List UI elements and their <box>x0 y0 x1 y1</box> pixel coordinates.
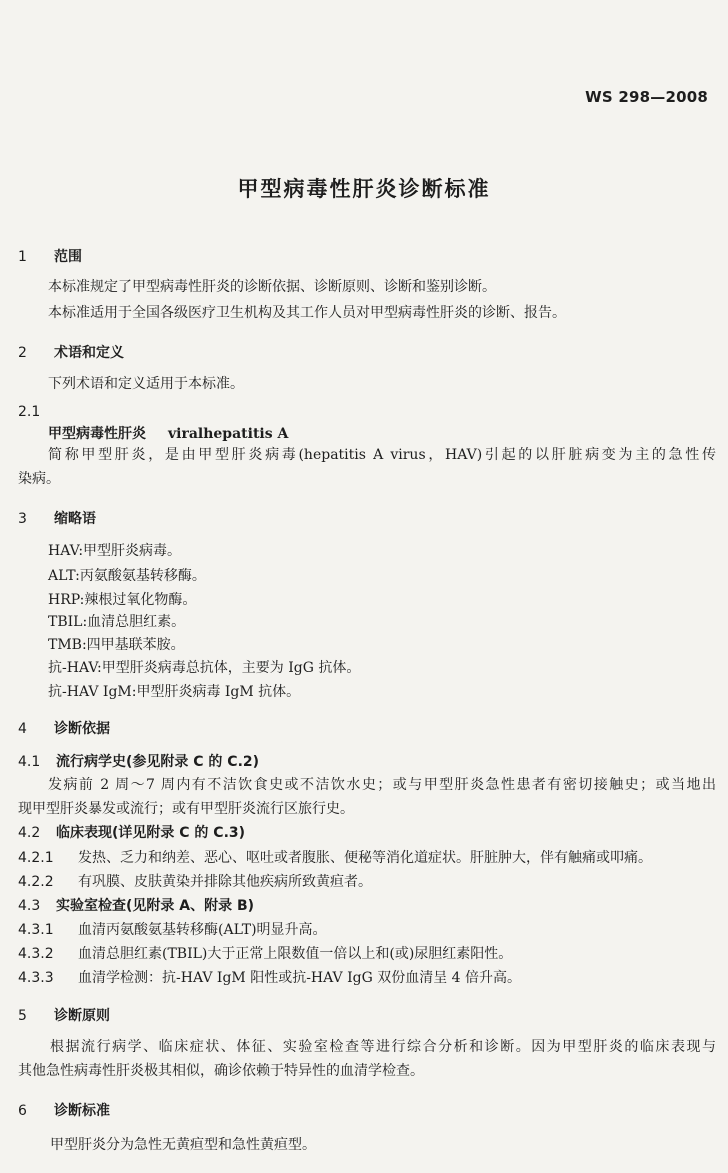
subsection-number: 2.1 <box>18 404 41 420</box>
item-text: 血清丙氨酸氨基转移酶(ALT)明显升高。 <box>78 922 327 938</box>
paragraph-line: 甲型肝炎分为急性无黄疸型和急性黄疸型。 <box>50 1137 316 1153</box>
definition-line: 简称甲型肝炎，是由甲型肝炎病毒(hepatitis A virus，HAV)引起的以肝脏病变为主的急性传 <box>48 447 716 463</box>
section-number: 5 <box>18 1008 27 1024</box>
section-title: 诊断标准 <box>54 1103 110 1119</box>
numbered-item <box>18 873 372 891</box>
section-4-heading <box>18 720 110 738</box>
section-number: 6 <box>18 1103 27 1119</box>
subsection-4-1-heading <box>18 753 259 771</box>
term-chinese: 甲型病毒性肝炎 <box>48 426 146 442</box>
subsection-4-3-heading <box>18 897 254 915</box>
numbered-item <box>18 945 512 963</box>
item-text: 发热、乏力和纳差、恶心、呕吐或者腹胀、便秘等消化道症状。肝脏肿大，伴有触痛或叩痛。 <box>78 850 652 866</box>
abbreviation-item: HAV:甲型肝炎病毒。 <box>48 543 182 559</box>
paragraph-line: 根据流行病学、临床症状、体征、实验室检查等进行综合分析和诊断。因为甲型肝炎的临床表现与 <box>50 1039 716 1055</box>
abbreviation-item: ALT:丙氨酸氨基转移酶。 <box>48 568 206 584</box>
item-number: 4.3.2 <box>18 946 54 962</box>
section-3-heading <box>18 510 96 528</box>
item-text: 有巩膜、皮肤黄染并排除其他疾病所致黄疸者。 <box>78 874 372 890</box>
definition-line: 染病。 <box>18 471 60 487</box>
abbreviation-item: 抗-HAV:甲型肝炎病毒总抗体，主要为 IgG 抗体。 <box>48 660 361 676</box>
subsection-4-2-heading <box>18 824 245 842</box>
section-title: 术语和定义 <box>54 345 124 361</box>
section-6-heading <box>18 1102 110 1120</box>
item-number: 4.2.1 <box>18 850 54 866</box>
item-number: 4.3.3 <box>18 970 54 986</box>
abbreviation-item: TBIL:血清总胆红素。 <box>48 614 186 630</box>
section-number: 4 <box>18 721 27 737</box>
abbreviation-item: TMB:四甲基联苯胺。 <box>48 637 185 653</box>
paragraph: 下列术语和定义适用于本标准。 <box>48 376 244 392</box>
subsection-number: 4.3 <box>18 898 41 914</box>
abbreviation-item: 抗-HAV IgM:甲型肝炎病毒 IgM 抗体。 <box>48 684 301 700</box>
item-text: 血清总胆红素(TBIL)大于正常上限数值一倍以上和(或)尿胆红素阳性。 <box>78 946 513 962</box>
section-1-heading <box>18 248 82 266</box>
numbered-item <box>18 849 652 867</box>
paragraph: 本标准适用于全国各级医疗卫生机构及其工作人员对甲型病毒性肝炎的诊断、报告。 <box>48 305 566 321</box>
subsection-number: 4.1 <box>18 754 41 770</box>
section-number: 2 <box>18 345 27 361</box>
section-title: 诊断依据 <box>54 721 110 737</box>
paragraph-line: 发病前 2 周～7 周内有不洁饮食史或不洁饮水史；或与甲型肝炎急性患者有密切接触史；或当地出 <box>48 777 716 793</box>
paragraph: 本标准规定了甲型病毒性肝炎的诊断依据、诊断原则、诊断和鉴别诊断。 <box>48 279 496 295</box>
section-5-heading <box>18 1007 110 1025</box>
item-text: 血清学检测：抗-HAV IgM 阳性或抗-HAV IgG 双份血清呈 4 倍升高。 <box>78 970 522 986</box>
paragraph-line: 其他急性病毒性肝炎极其相似，确诊依赖于特异性的血清学检查。 <box>18 1063 424 1079</box>
section-number: 3 <box>18 511 27 527</box>
item-number: 4.2.2 <box>18 874 54 890</box>
subsection-title: 临床表现(详见附录 C 的 C.3) <box>56 825 246 841</box>
section-number: 1 <box>18 249 27 265</box>
standard-code: WS 298—2008 <box>585 88 708 106</box>
abbreviation-item: HRP:辣根过氧化物酶。 <box>48 592 197 608</box>
numbered-item <box>18 969 521 987</box>
numbered-item <box>18 921 327 939</box>
subsection-title: 流行病学史(参见附录 C 的 C.2) <box>56 754 260 770</box>
section-title: 缩略语 <box>54 511 96 527</box>
term-english: viralhepatitis A <box>168 426 289 442</box>
section-2-heading <box>18 344 124 362</box>
term-entry <box>48 425 288 443</box>
section-title: 范围 <box>54 249 82 265</box>
paragraph-line: 现甲型肝炎暴发或流行；或有甲型肝炎流行区旅行史。 <box>18 801 354 817</box>
subsection-number: 4.2 <box>18 825 41 841</box>
item-number: 4.3.1 <box>18 922 54 938</box>
section-title: 诊断原则 <box>54 1008 110 1024</box>
subsection-title: 实验室检查(见附录 A、附录 B) <box>56 898 255 914</box>
document-title: 甲型病毒性肝炎诊断标准 <box>237 177 491 201</box>
